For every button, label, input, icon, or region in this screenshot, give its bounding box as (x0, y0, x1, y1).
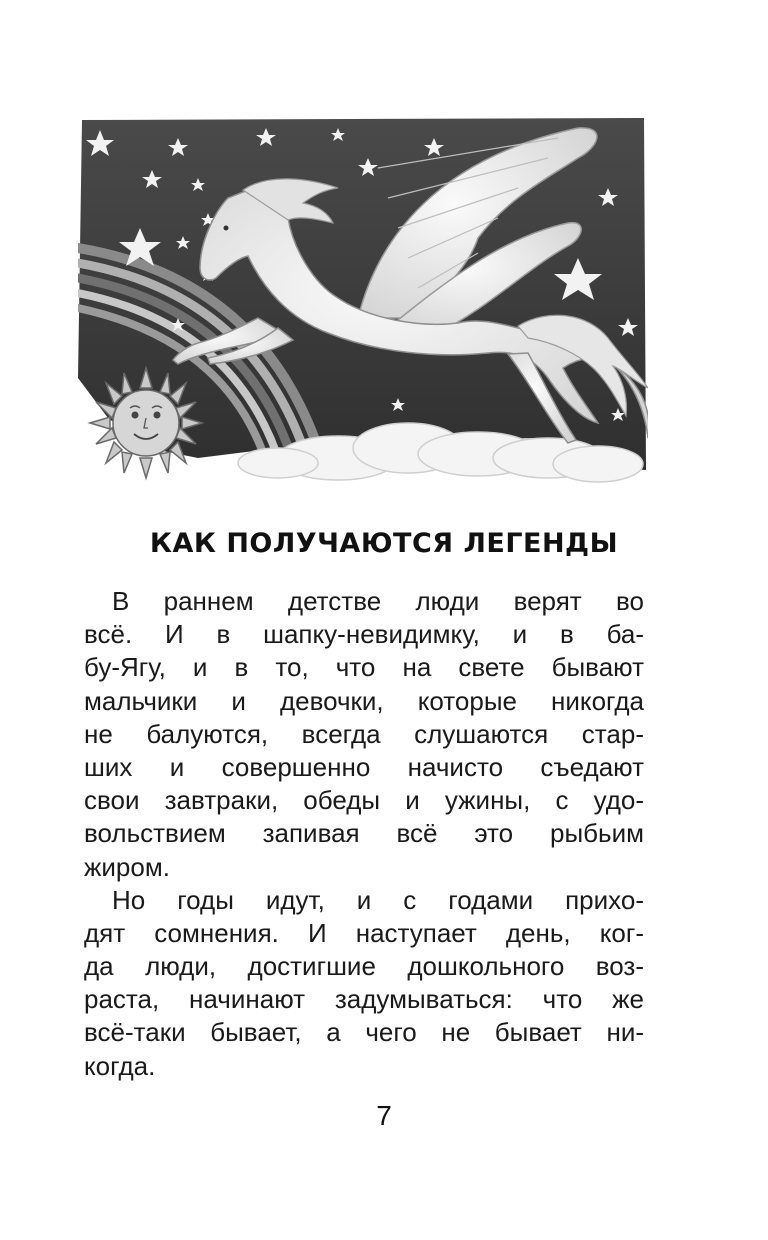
text-line: жиром. (84, 851, 170, 882)
text-line: ших и совершенно начисто съедают (84, 751, 644, 782)
text-line: Но годы идут, и с годами прихо- (112, 884, 644, 915)
text-line: дят сомнения. И наступает день, ког- (84, 917, 644, 948)
text-line: свои завтраки, обеды и ужины, с удо- (84, 785, 644, 816)
text-line: раста, начинают задумываться: что же (84, 984, 644, 1015)
text-line: В раннем детстве люди верят во (112, 586, 644, 616)
pegasus-illustration (78, 118, 648, 498)
text-line: когда. (84, 1050, 156, 1081)
sun-icon (90, 368, 202, 478)
paragraph-1 (84, 585, 644, 884)
text-line: да люди, достигшие дошкольного воз- (84, 951, 644, 982)
text-line: всё-таки бывает, а чего не бывает ни- (84, 1017, 644, 1048)
page-number: 7 (376, 1100, 392, 1131)
text-line: не балуются, всегда слушаются стар- (84, 718, 644, 749)
text-line: вольствием запивая всё это рыбьим (84, 818, 644, 849)
body-text (84, 585, 644, 1083)
text-line: бу-Ягу, и в то, что на свете бывают (84, 652, 644, 683)
paragraph-2 (84, 884, 644, 1083)
text-line: всё. И в шапку-невидимку, и в ба- (84, 619, 644, 650)
text-line: мальчики и девочки, которые никогда (84, 685, 644, 716)
chapter-title: КАК ПОЛУЧАЮТСЯ ЛЕГЕНДЫ (149, 528, 619, 559)
